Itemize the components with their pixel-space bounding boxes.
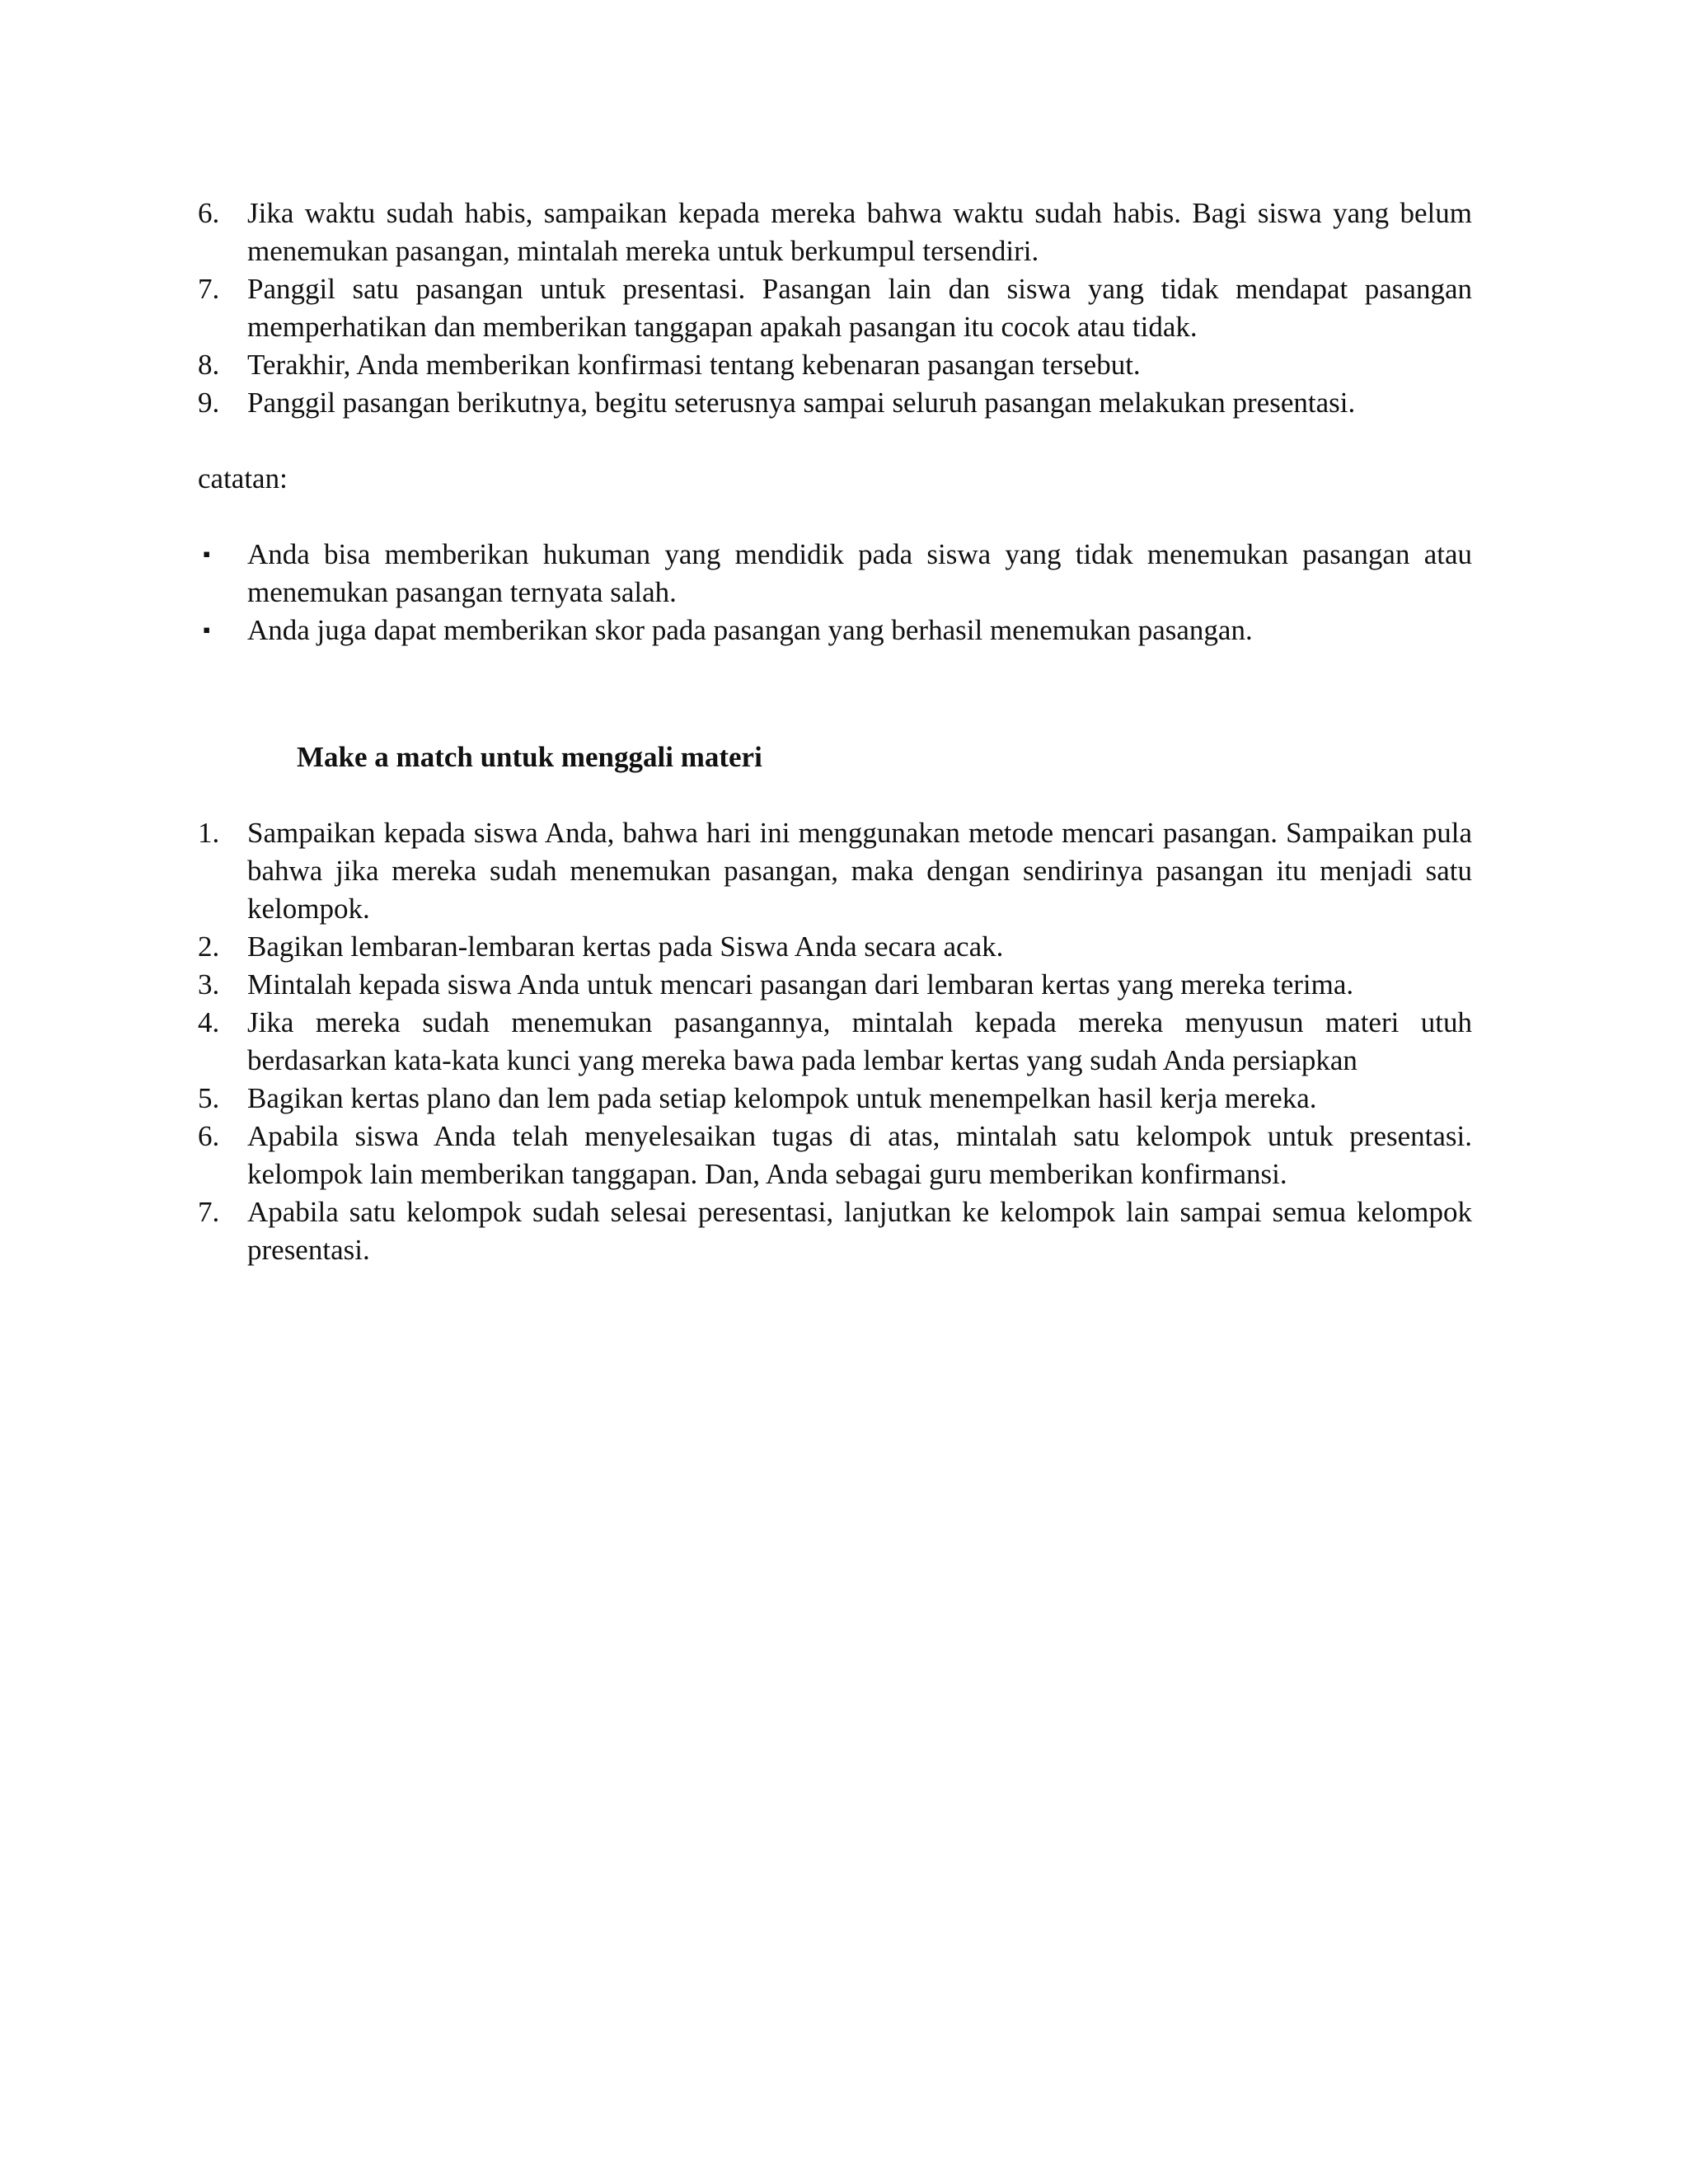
list-item-text: Bagikan lembaran-lembaran kertas pada Siswa Anda secara acak. xyxy=(247,930,1004,963)
list-number: 8. xyxy=(198,349,220,381)
document-body xyxy=(198,194,1472,1269)
list-item xyxy=(198,1193,1472,1269)
square-bullet-icon: ▪ xyxy=(203,542,211,566)
list-number: 9. xyxy=(198,387,220,419)
list-item-text: Panggil satu pasangan untuk presentasi. Pasangan lain dan siswa yang tidak mendapat pasangan memperhatikan dan memberikan tanggapan apakah pasangan itu cocok atau tidak. xyxy=(247,273,1472,343)
list-item xyxy=(198,194,1472,270)
section-heading: Make a match untuk menggali materi xyxy=(297,741,762,773)
list-number: 7. xyxy=(198,273,220,305)
list-item-text: Panggil pasangan berikutnya, begitu seterusnya sampai seluruh pasangan melakukan presentasi. xyxy=(247,387,1356,419)
numbered-list-continued xyxy=(198,194,1472,422)
notes-label: catatan: xyxy=(198,462,288,494)
list-number: 5. xyxy=(198,1082,220,1114)
list-item xyxy=(198,270,1472,346)
list-item-text: Mintalah kepada siswa Anda untuk mencari pasangan dari lembaran kertas yang mereka terima. xyxy=(247,968,1354,1001)
list-item xyxy=(198,1080,1472,1118)
notes-bullet-list xyxy=(198,536,1472,649)
list-item-text: Apabila satu kelompok sudah selesai peresentasi, lanjutkan ke kelompok lain sampai semua kelompok presentasi. xyxy=(247,1196,1472,1266)
bullet-item-text: Anda juga dapat memberikan skor pada pasangan yang berhasil menemukan pasangan. xyxy=(247,614,1253,646)
list-number: 2. xyxy=(198,930,220,963)
list-item-text: Jika waktu sudah habis, sampaikan kepada mereka bahwa waktu sudah habis. Bagi siswa yang belum menemukan pasangan, mintalah mereka untuk berkumpul tersendiri. xyxy=(247,197,1472,267)
list-item-text: Terakhir, Anda memberikan konfirmasi tentang kebenaran pasangan tersebut. xyxy=(247,349,1141,381)
list-item xyxy=(198,1118,1472,1193)
list-number: 3. xyxy=(198,968,220,1001)
list-item xyxy=(198,1004,1472,1080)
list-item xyxy=(198,928,1472,966)
list-item-text: Apabila siswa Anda telah menyelesaikan tugas di atas, mintalah satu kelompok untuk presentasi. kelompok lain memberikan tanggapan. Dan, Anda sebagai guru memberikan konfirmansi. xyxy=(247,1120,1472,1190)
bullet-item xyxy=(198,612,1472,649)
list-item-text: Bagikan kertas plano dan lem pada setiap kelompok untuk menempelkan hasil kerja mereka. xyxy=(247,1082,1317,1114)
list-number: 1. xyxy=(198,817,220,849)
list-item-text: Sampaikan kepada siswa Anda, bahwa hari ini menggunakan metode mencari pasangan. Sampaikan pula bahwa jika mereka sudah menemukan pasangan, maka dengan sendirinya pasangan itu menjadi satu kelompok. xyxy=(247,817,1472,925)
bullet-item-text: Anda bisa memberikan hukuman yang mendidik pada siswa yang tidak menemukan pasangan atau menemukan pasangan ternyata salah. xyxy=(247,538,1472,608)
list-number: 7. xyxy=(198,1196,220,1228)
list-number: 6. xyxy=(198,1120,220,1152)
list-item xyxy=(198,346,1472,384)
numbered-list xyxy=(198,814,1472,1269)
list-number: 6. xyxy=(198,197,220,229)
list-item-text: Jika mereka sudah menemukan pasangannya, mintalah kepada mereka menyusun materi utuh berdasarkan kata-kata kunci yang mereka bawa pada lembar kertas yang sudah Anda persiapkan xyxy=(247,1006,1472,1076)
square-bullet-icon: ▪ xyxy=(203,618,211,642)
list-item xyxy=(198,814,1472,928)
list-item xyxy=(198,384,1472,422)
list-number: 4. xyxy=(198,1006,220,1038)
list-item xyxy=(198,966,1472,1004)
bullet-item xyxy=(198,536,1472,612)
